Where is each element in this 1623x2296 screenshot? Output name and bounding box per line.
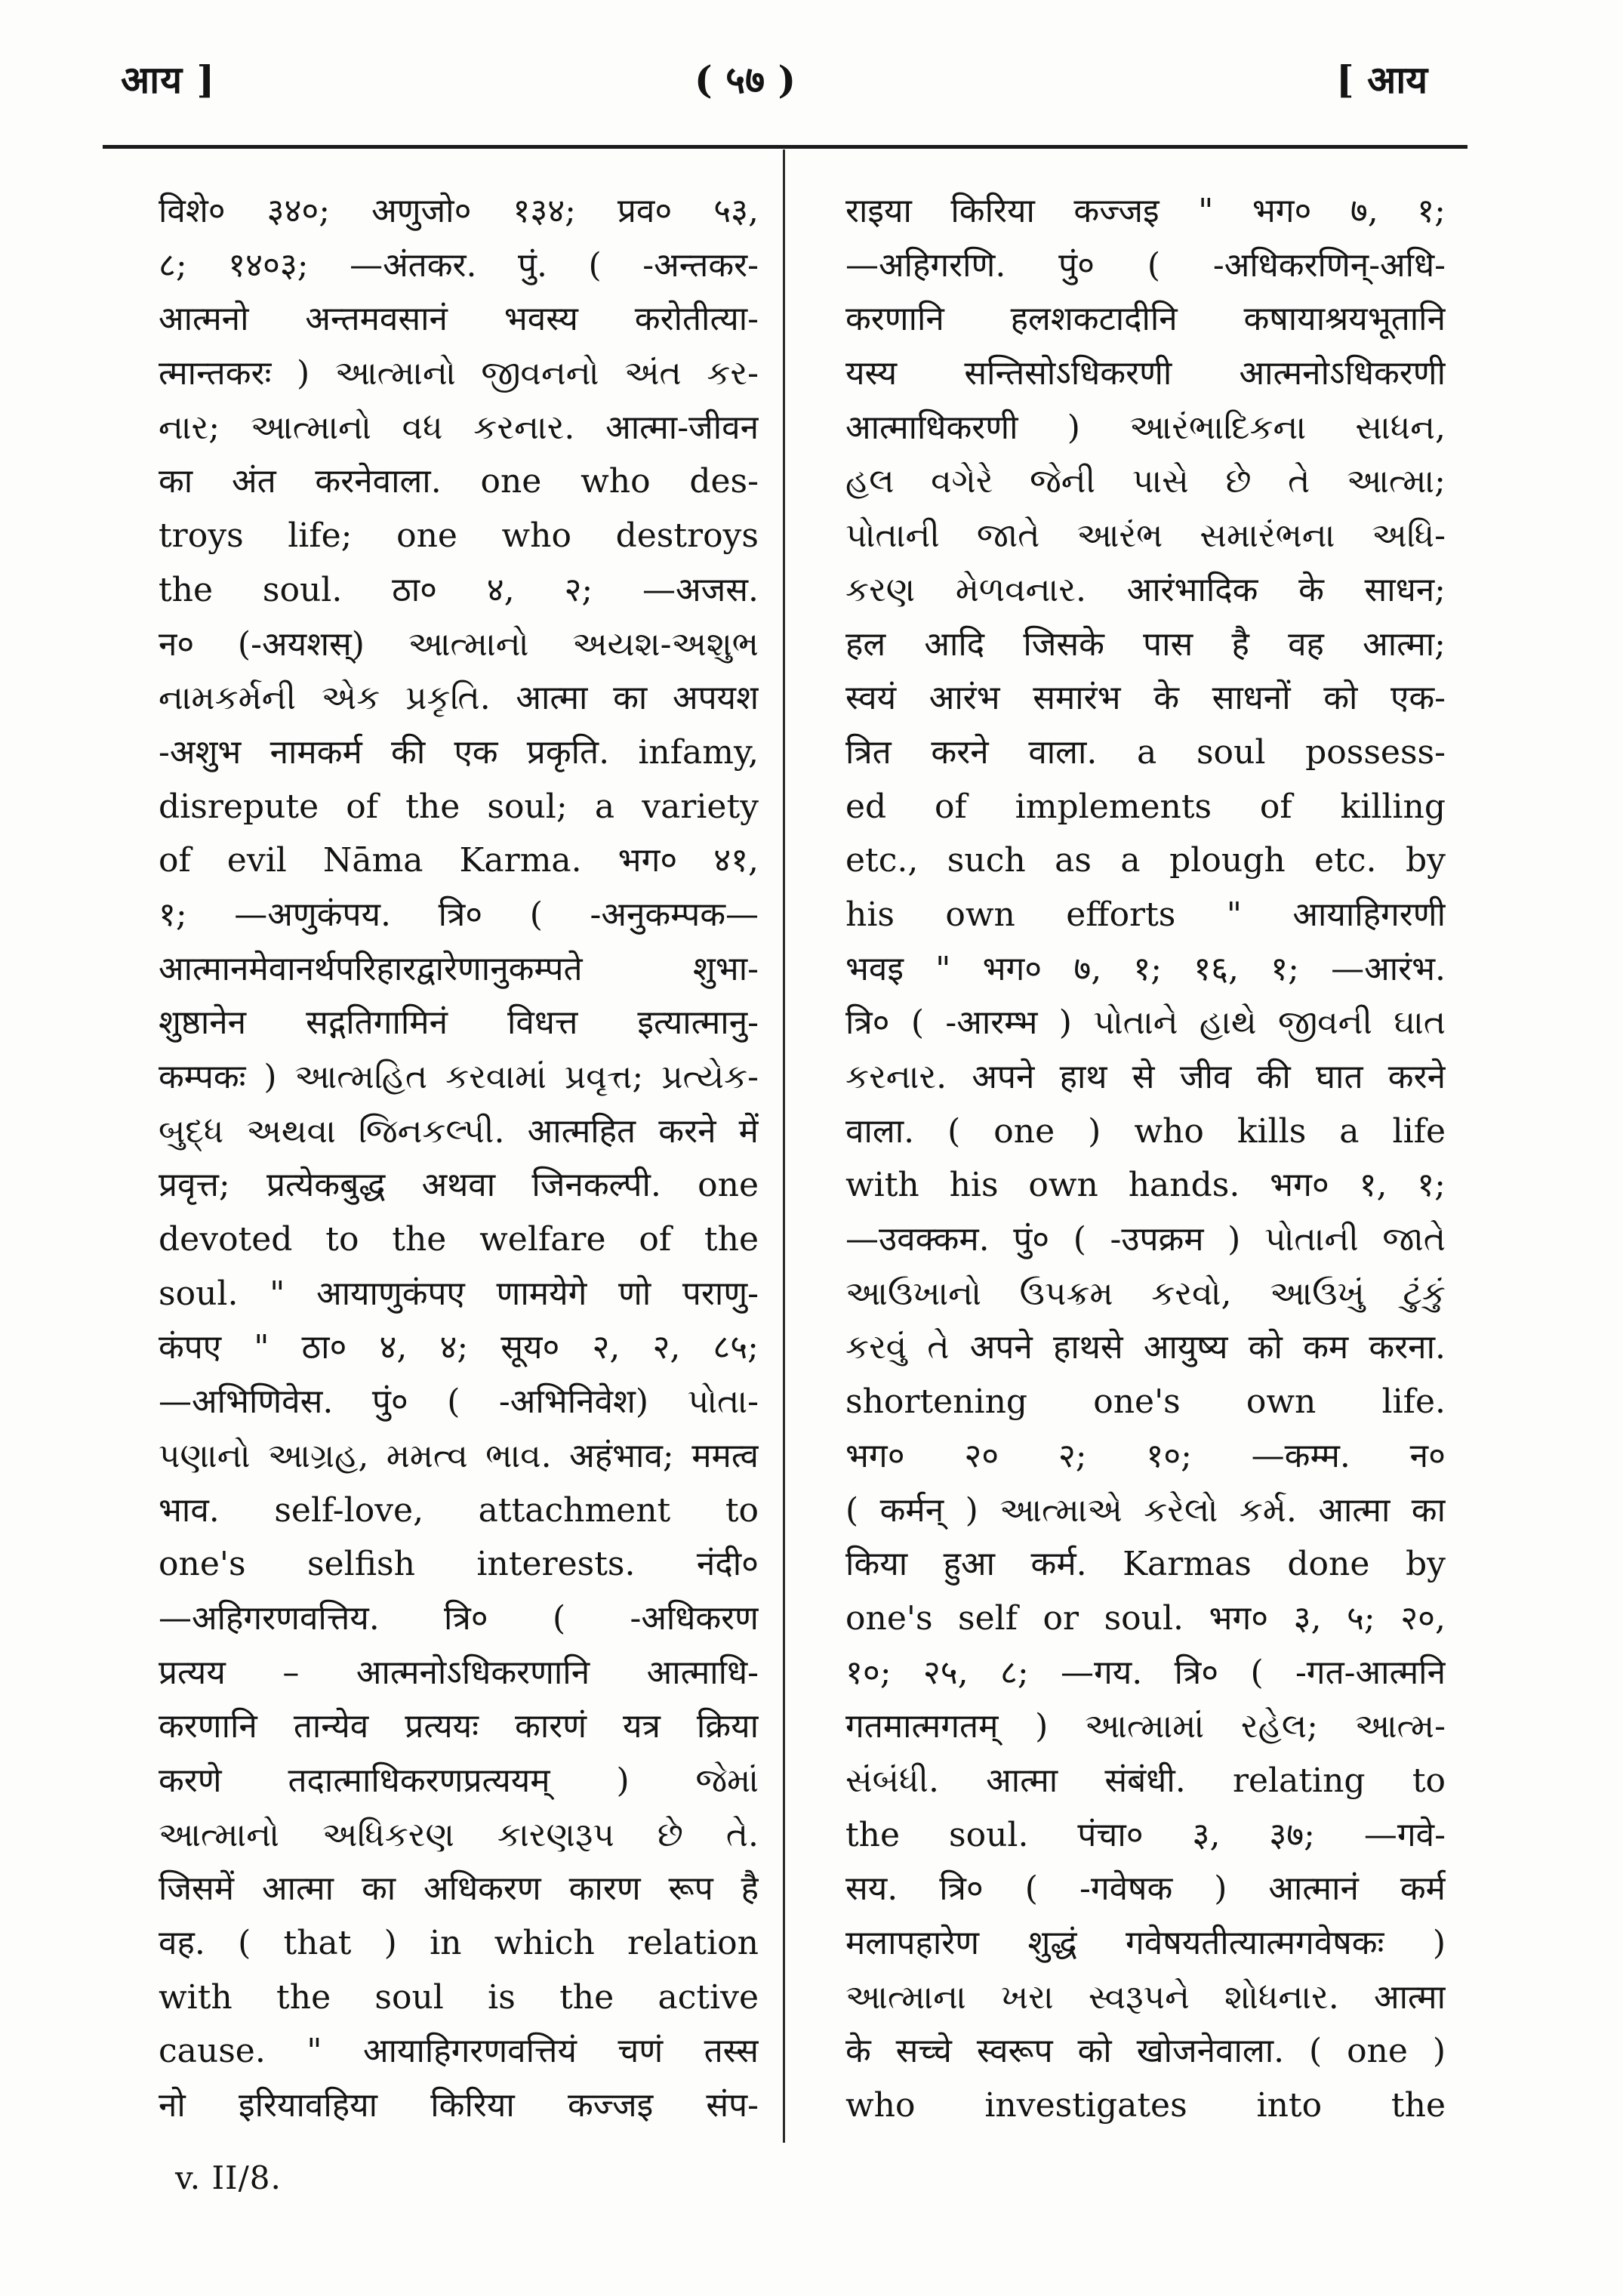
text-line: આઉખાનો ઉપક્રમ કરવો, આઉખું ટુંકું	[845, 1274, 1446, 1313]
text-line: ( कर्मन् ) આત્માએ કરેલો કર્મ. आत्मा का	[845, 1490, 1446, 1530]
text-line: प्रवृत्त; प्रत्येकबुद्ध अथवा जिनकल्पी. one	[159, 1166, 759, 1205]
text-line: का अंत करनेवाला. one who des-	[159, 462, 759, 501]
text-line: राइया किरिया कज्जइ " भग० ७, १;	[845, 192, 1446, 230]
text-line: विशे० ३४०; अणुजो० १३४; प्रव० ५३,	[159, 192, 759, 230]
running-head-right: [ आय	[1336, 57, 1428, 102]
text-line: भाव. self-love, attachment to	[159, 1490, 759, 1530]
text-line: the soul. पंचा० ३, ३७; —गवे-	[845, 1815, 1446, 1854]
text-line: ८; १४०३; —अंतकर. पुं. ( -अन्तकर-	[159, 245, 759, 285]
text-line: त्रि० ( -आरम्भ ) પોતાને હાથે જીવની ઘાત	[845, 1003, 1446, 1043]
text-line: सय. त्रि० ( -गवेषक ) आत्मानं कर्म	[845, 1869, 1446, 1909]
text-line: બુદ્ધ અથવા જિનકલ્પી. आत्महित करने में	[159, 1111, 759, 1151]
text-line: जिसमें आत्मा का अधिकरण कारण रूप है	[159, 1869, 759, 1909]
text-line: गतमात्मगतम् ) આત્મામાં રહેલ; આત્મ-	[845, 1707, 1446, 1746]
right-column	[845, 184, 1446, 2133]
text-line: कम्पकः ) આત્મહિત કરવામાં પ્રવૃત્ત; પ્રત્યેક-	[159, 1058, 759, 1096]
text-line: —अभिणिवेस. पुं० ( -अभिनिवेश) પોતા-	[159, 1382, 759, 1422]
text-line: वाला. ( one ) who kills a life	[845, 1111, 1446, 1151]
text-line: आत्मानमेवानर्थपरिहारद्वारेणानुकम्पते शुभा-	[159, 949, 759, 988]
column-divider	[783, 149, 785, 2143]
text-line: करणानि हलशकटादीनि कषायाश्रयभूतानि	[845, 300, 1446, 339]
text-line: પણાનો આગ્રહ, મમત્વ ભાવ. अहंभाव; ममत्व	[159, 1436, 759, 1475]
text-line: disrepute of the soul; a variety	[159, 787, 759, 826]
text-line: his own efforts " आयाहिगरणी	[845, 895, 1446, 934]
text-line: वह. ( that ) in which relation	[159, 1924, 759, 1962]
text-line: આત્માના ખરા સ્વરૂપને શોધનાર. आत्मा	[845, 1977, 1446, 2017]
text-line: one's self or soul. भग० ३, ५; २०,	[845, 1598, 1446, 1638]
text-line: devoted to the welfare of the	[159, 1220, 759, 1259]
text-line: किया हुआ कर्म. Karmas done by	[845, 1545, 1446, 1584]
page-number: ( ५७ )	[694, 57, 796, 102]
text-line: यस्य सन्तिसोऽधिकरणी आत्मनोऽधिकरणी	[845, 354, 1446, 393]
left-column	[159, 184, 759, 2133]
text-line: नो इरियावहिया किरिया कज्जइ संप-	[159, 2086, 759, 2125]
text-line: मलापहारेण शुद्धं गवेषयतीत्यात्मगवेषकः )	[845, 1924, 1446, 1962]
text-line: —अहिगरणवत्तिय. त्रि० ( -अधिकरण	[159, 1598, 759, 1638]
text-line: with the soul is the active	[159, 1977, 759, 2017]
text-line: -अशुभ नामकर्म की एक प्रकृति. infamy,	[159, 732, 759, 772]
text-line: સંબંધી. आत्मा संबंधी. relating to	[845, 1761, 1446, 1800]
text-line: भग० २० २; १०; —कम्म. न०	[845, 1436, 1446, 1475]
text-line: કરણ મેળવનાર. आरंभादिक के साधन;	[845, 570, 1446, 609]
text-line: प्रत्यय – आत्मनोऽधिकरणानि आत्माधि-	[159, 1653, 759, 1692]
text-line: करणे तदात्माधिकरणप्रत्ययम् ) જેમાં	[159, 1761, 759, 1800]
text-line: कंपए " ठा० ४, ४; सूय० २, २, ८५;	[159, 1328, 759, 1367]
text-line: shortening one's own life.	[845, 1382, 1446, 1422]
text-line: of evil Nāma Karma. भग० ४१,	[159, 841, 759, 880]
text-line: cause. " आयाहिगरणवत्तियं चणं तस्स	[159, 2032, 759, 2071]
text-line: ed of implements of killing	[845, 787, 1446, 826]
text-line: who investigates into the	[845, 2086, 1446, 2125]
text-line: त्रित करने वाला. a soul possess-	[845, 732, 1446, 772]
text-line: आत्मनो अन्तमवसानं भवस्य करोतीत्या-	[159, 300, 759, 339]
text-line: न० (-अयशस्) આત્માનો અયશ-અશુભ	[159, 624, 759, 664]
text-line: के सच्चे स्वरूप को खोजनेवाला. ( one )	[845, 2032, 1446, 2071]
text-line: —उवक्कम. पुं० ( -उपक्रम ) પોતાની જાતે	[845, 1220, 1446, 1259]
text-line: त्मान्तकरः ) આત્માનો જીવનનો અંત કર-	[159, 354, 759, 393]
text-line: the soul. ठा० ४, २; —अजस.	[159, 570, 759, 609]
text-line: નામકર્મની એક પ્રકૃતિ. आत्मा का अपयश	[159, 679, 759, 718]
text-line: પોતાની જાતે આરંભ સમારંભના અધિ-	[845, 516, 1446, 556]
text-line: etc., such as a plough etc. by	[845, 841, 1446, 880]
text-line: soul. " आयाणुकंपए णामयेगे णो पराणु-	[159, 1274, 759, 1313]
text-line: करणानि तान्येव प्रत्ययः कारणं यत्र क्रिया	[159, 1707, 759, 1746]
text-line: १; —अणुकंपय. त्रि० ( -अनुकम्पक—	[159, 895, 759, 934]
text-line: કરનાર. अपने हाथ से जीव की घात करने	[845, 1058, 1446, 1096]
text-line: —अहिगरणि. पुं० ( -अधिकरणिन्-अधि-	[845, 245, 1446, 285]
text-line: one's selfish interests. नंदी०	[159, 1545, 759, 1584]
text-line: स्वयं आरंभ समारंभ के साधनों को एक-	[845, 679, 1446, 718]
text-line: भवइ " भग० ७, १; १६, १; —आरंभ.	[845, 949, 1446, 988]
text-line: हल आदि जिसके पास है वह आत्मा;	[845, 624, 1446, 664]
text-line: with his own hands. भग० १, १;	[845, 1166, 1446, 1205]
text-line: troys life; one who destroys	[159, 516, 759, 556]
text-line: १०; २५, ८; —गय. त्रि० ( -गत-आत्मनि	[845, 1653, 1446, 1692]
text-line: કરવું તે अपने हाथसे आयुष्य को कम करना.	[845, 1328, 1446, 1367]
text-line: હલ વગેરે જેની પાસે છે તે આત્મા;	[845, 462, 1446, 501]
text-line: शुष्ठानेन सद्गतिगामिनं विधत्त इत्यात्मानु-	[159, 1003, 759, 1043]
header-rule	[103, 145, 1467, 149]
text-line: આત્માનો અધિકરણ કારણરૂપ છે તે.	[159, 1815, 759, 1854]
text-line: નાર; આત્માનો વધ કરનાર. आत्मा-जीवन	[159, 408, 759, 447]
signature-mark: v. II/8.	[175, 2159, 282, 2196]
running-head-left: आय ]	[121, 57, 216, 102]
text-line: आत्माधिकरणी ) આરંભાદિકના સાધન,	[845, 408, 1446, 447]
